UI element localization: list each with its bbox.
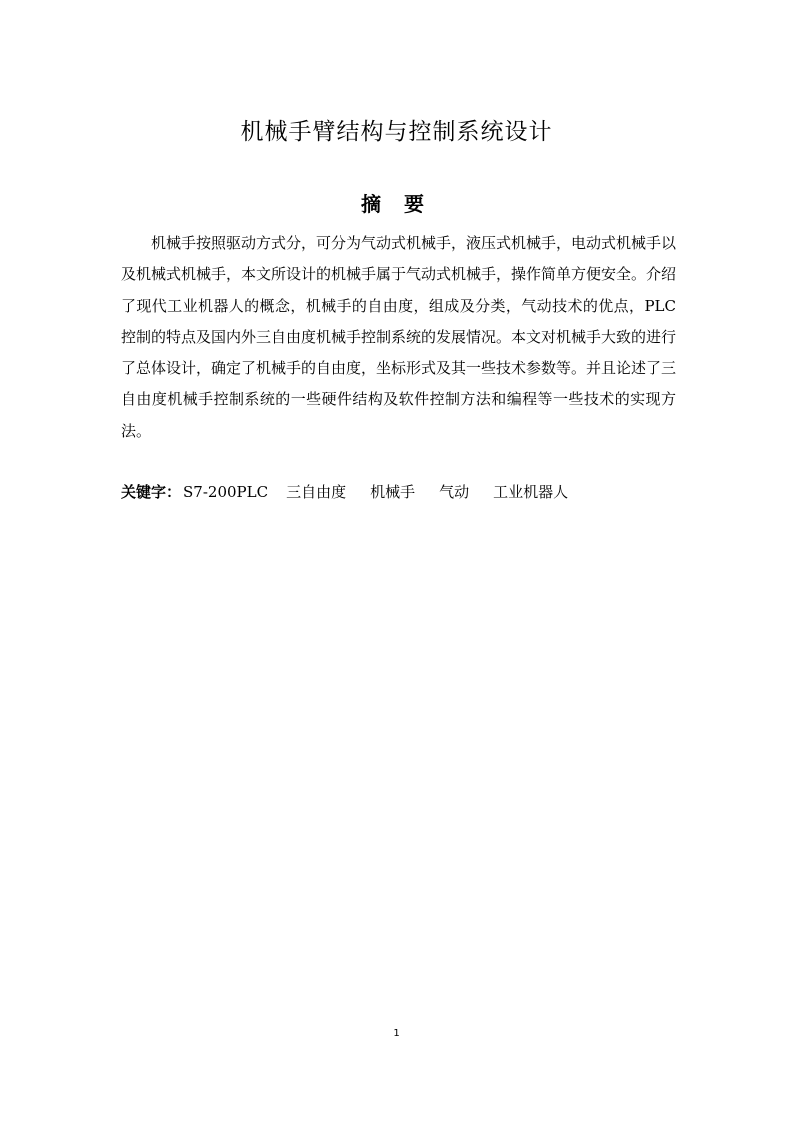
keywords-line bbox=[121, 480, 681, 504]
keyword-item: 气动 bbox=[439, 483, 470, 501]
abstract-text: 机械手按照驱动方式分，可分为气动式机械手，液压式机械手，电动式机械手以及机械式机械手，本文所设计的机械手属于气动式机械手，操作简单方便安全。介绍了现代工业机器人的概念，机械手的自由度，组成及分类，气动技术的优点，PLC控制的特点及国内外三自由度机械手控制系统的发展情况。本文对机械手大致的进行了总体设计，确定了机械手的自由度，坐标形式及其一些技术参数等。并且论述了三自由度机械手控制系统的一些硬件结构及软件控制方法和编程等一些技术的实现方法。 bbox=[121, 234, 677, 440]
keywords-label: 关键字： bbox=[121, 483, 182, 501]
page-number: 1 bbox=[393, 1028, 400, 1039]
keyword-item: 三自由度 bbox=[286, 483, 347, 501]
abstract-body bbox=[121, 228, 676, 447]
keyword-item: S7-200PLC bbox=[183, 483, 269, 501]
document-title: 机械手臂结构与控制系统设计 bbox=[240, 119, 553, 145]
keyword-item: 工业机器人 bbox=[493, 483, 569, 501]
abstract-heading: 摘 要 bbox=[361, 192, 432, 216]
keyword-item: 机械手 bbox=[370, 483, 416, 501]
